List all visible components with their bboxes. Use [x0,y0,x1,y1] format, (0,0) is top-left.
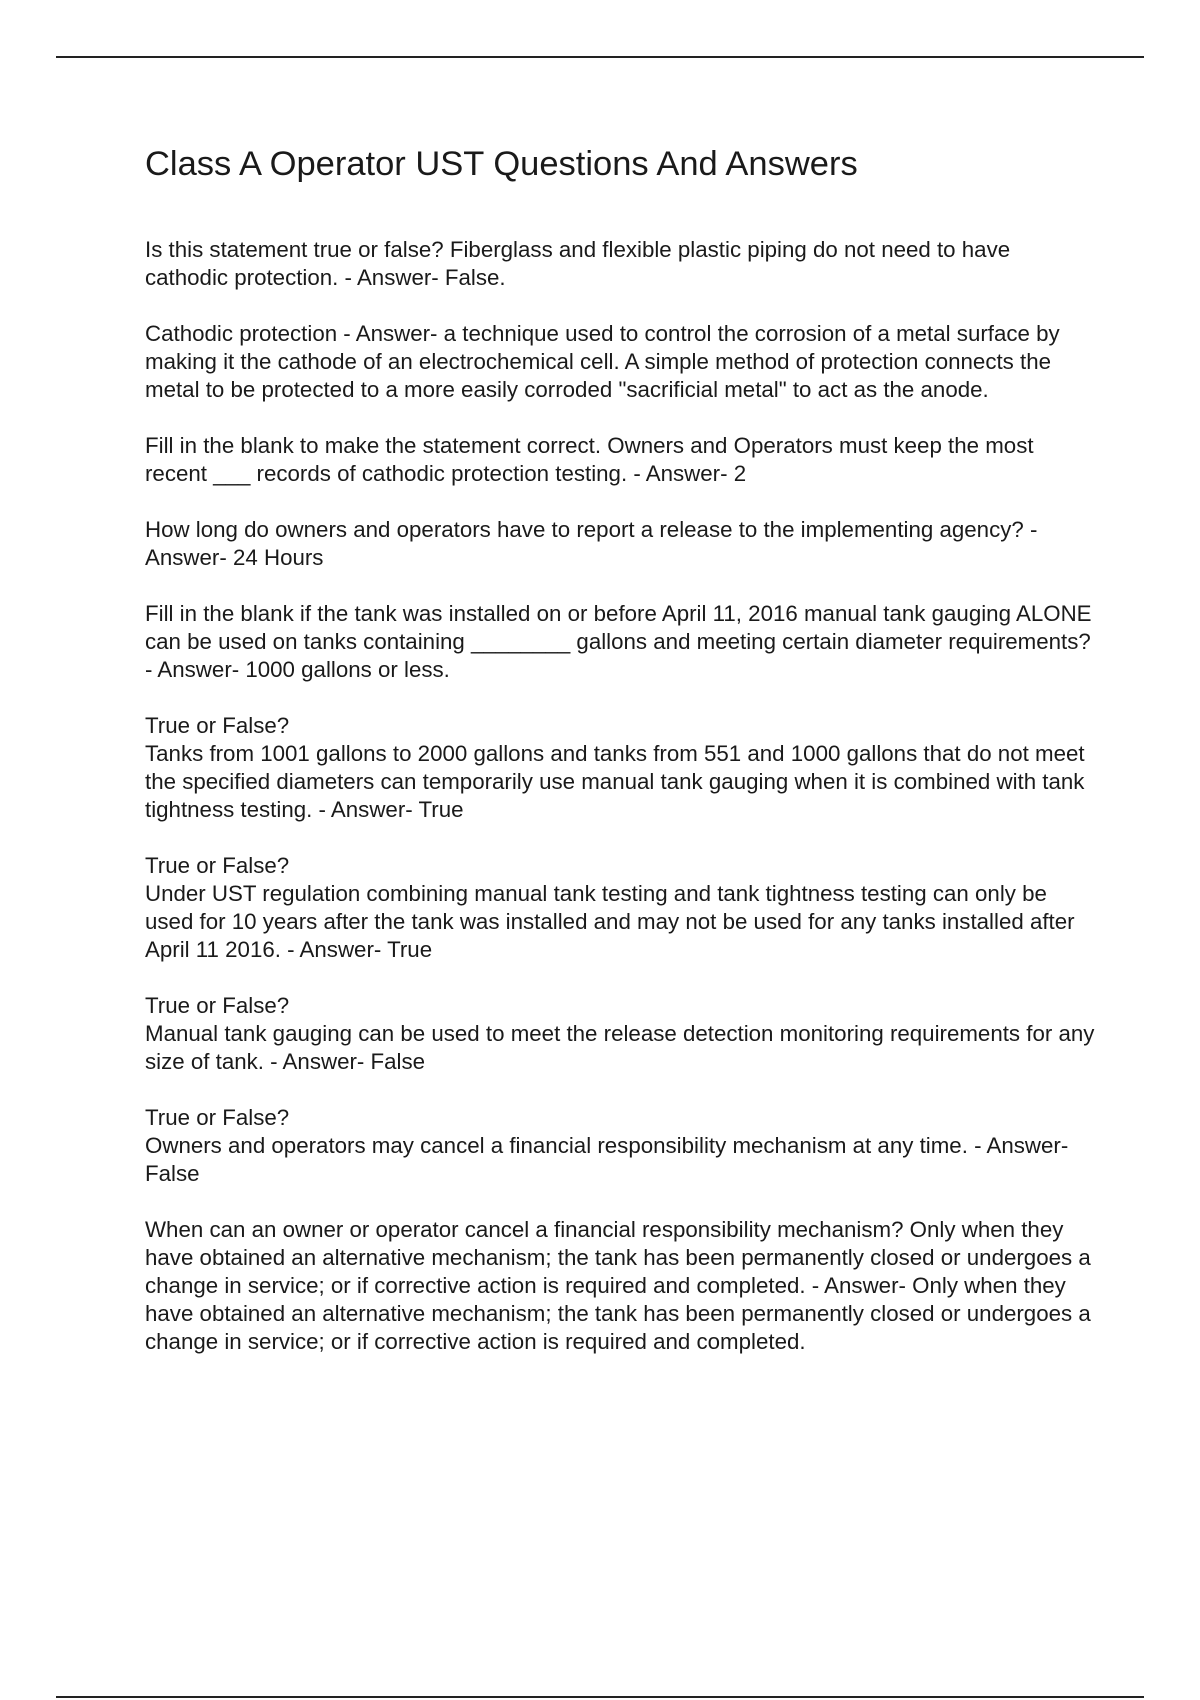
qa-entry: True or False? Under UST regulation combining manual tank testing and tank tightness testing can only be used for 10 years after the tank was installed and may not be used for any tanks installed after April 11 2016. - Answer- True [145,853,1075,962]
qa-entry: Cathodic protection - Answer- a technique used to control the corrosion of a metal surface by making it the cathode of an electrochemical cell. A simple method of protection connects the metal to be protected to a more easily corroded "sacrificial metal" to act as the anode. [145,321,1060,402]
qa-entry: True or False? Manual tank gauging can be used to meet the release detection monitoring requirements for any size of tank. - Answer- False [145,993,1095,1074]
bottom-rule [56,1696,1144,1698]
top-rule [56,56,1144,58]
qa-entry: Fill in the blank if the tank was installed on or before April 11, 2016 manual tank gauging ALONE can be used on tanks containing ________ gallons and meeting certain diameter requirements? - Answer- 1000 gallons or less. [145,601,1092,682]
qa-entry: True or False? Owners and operators may cancel a financial responsibility mechanism at any time. - Answer- False [145,1105,1069,1186]
qa-entry: Is this statement true or false? Fiberglass and flexible plastic piping do not need to have cathodic protection. - Answer- False. [145,237,1011,290]
qa-entry: True or False? Tanks from 1001 gallons to 2000 gallons and tanks from 551 and 1000 gallons that do not meet the specified diameters can temporarily use manual tank gauging when it is combined with tank tightness testing. - Answer- True [145,713,1085,822]
document-title: Class A Operator UST Questions And Answers [145,145,858,183]
document-body [145,142,1095,1384]
qa-entry: How long do owners and operators have to report a release to the implementing agency? - Answer- 24 Hours [145,517,1038,570]
qa-entry: When can an owner or operator cancel a financial responsibility mechanism? Only when they have obtained an alternative mechanism; the tank has been permanently closed or undergoes a change in service; or if corrective action is required and completed. - Answer- Only when they have obtained an alternative mechanism; the tank has been permanently closed or undergoes a change in service; or if corrective action is required and completed. [145,1217,1091,1354]
qa-entry: Fill in the blank to make the statement correct. Owners and Operators must keep the most recent ___ records of cathodic protection testing. - Answer- 2 [145,433,1034,486]
